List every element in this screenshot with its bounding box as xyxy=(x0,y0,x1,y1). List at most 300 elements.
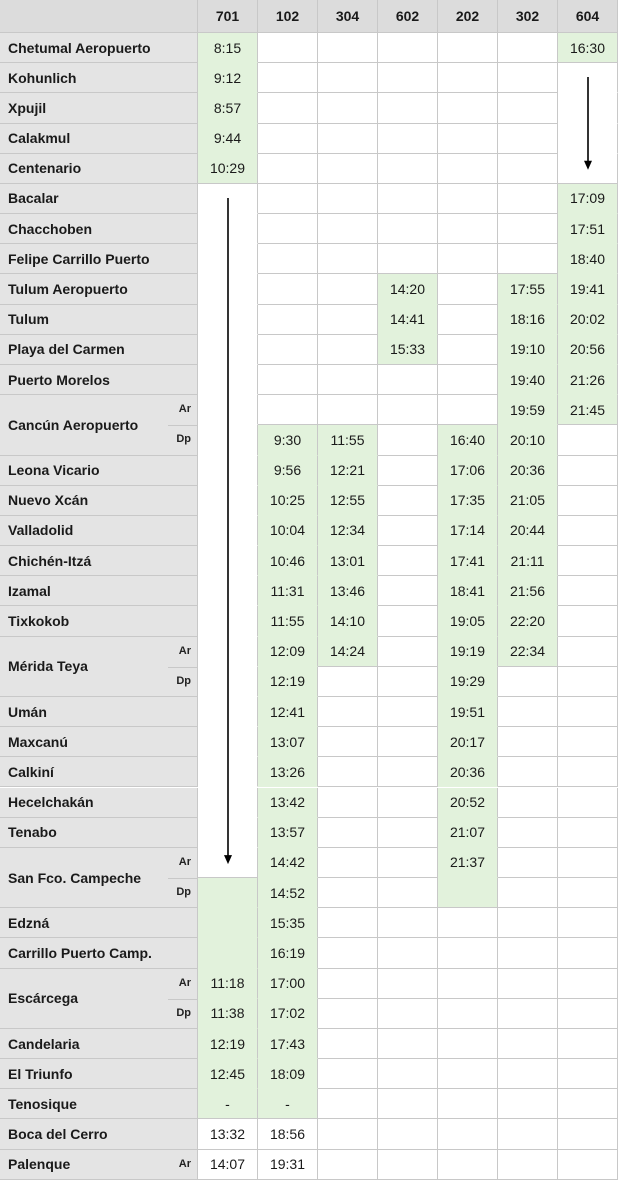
time-cell xyxy=(498,1150,558,1180)
time-cell: 19:51 xyxy=(438,697,498,727)
time-cell xyxy=(438,244,498,274)
time-cell xyxy=(558,818,618,848)
time-cell xyxy=(378,516,438,546)
time-cell xyxy=(498,93,558,123)
time-cell xyxy=(438,1059,498,1089)
time-cell xyxy=(378,938,438,968)
time-cell xyxy=(558,908,618,938)
time-cell xyxy=(318,305,378,335)
time-cell xyxy=(378,395,438,425)
time-cell: 18:16 xyxy=(498,305,558,335)
time-cell xyxy=(558,697,618,727)
time-cell: 16:30 xyxy=(558,33,618,63)
time-cell: 15:33 xyxy=(378,335,438,365)
time-cell xyxy=(198,938,258,968)
time-cell: 20:44 xyxy=(498,516,558,546)
time-cell xyxy=(378,456,438,486)
time-cell xyxy=(438,63,498,93)
time-cell: 19:59 xyxy=(498,395,558,425)
row-divider xyxy=(168,999,198,1000)
time-cell xyxy=(498,999,558,1029)
time-cell: 13:32 xyxy=(198,1119,258,1149)
station-name-label: Nuevo Xcán xyxy=(8,492,89,509)
time-cell xyxy=(558,456,618,486)
time-cell: 12:21 xyxy=(318,456,378,486)
time-cell xyxy=(558,878,618,908)
time-cell xyxy=(498,1059,558,1089)
time-cell xyxy=(378,63,438,93)
station-name-label: Leona Vicario xyxy=(8,462,100,479)
station-name xyxy=(0,124,198,154)
time-cell: 22:34 xyxy=(498,637,558,667)
time-cell: 17:06 xyxy=(438,456,498,486)
time-cell xyxy=(378,546,438,576)
time-cell xyxy=(318,878,378,908)
station-name-label: Puerto Morelos xyxy=(8,371,110,388)
time-cell xyxy=(378,1119,438,1149)
train-column-header: 304 xyxy=(318,0,378,33)
time-cell: 18:56 xyxy=(258,1119,318,1149)
time-cell: 20:36 xyxy=(498,456,558,486)
time-cell xyxy=(318,788,378,818)
time-cell xyxy=(558,667,618,697)
station-name xyxy=(0,1150,198,1180)
time-cell xyxy=(498,124,558,154)
time-cell: 21:45 xyxy=(558,395,618,425)
time-cell: 11:55 xyxy=(318,425,378,455)
time-cell xyxy=(258,305,318,335)
time-cell: 17:14 xyxy=(438,516,498,546)
time-cell: 13:26 xyxy=(258,757,318,787)
time-cell: 10:04 xyxy=(258,516,318,546)
time-cell: 11:38 xyxy=(198,999,258,1029)
time-cell xyxy=(378,788,438,818)
station-name-label: Boca del Cerro xyxy=(8,1126,108,1143)
train-column-header: 202 xyxy=(438,0,498,33)
time-cell xyxy=(498,727,558,757)
time-cell xyxy=(318,1119,378,1149)
time-cell xyxy=(258,335,318,365)
time-cell: 19:31 xyxy=(258,1150,318,1180)
time-cell xyxy=(318,1089,378,1119)
time-cell xyxy=(318,184,378,214)
time-cell xyxy=(318,938,378,968)
time-cell xyxy=(378,818,438,848)
time-cell: 16:19 xyxy=(258,938,318,968)
station-name-label: Playa del Carmen xyxy=(8,341,125,358)
time-cell xyxy=(318,365,378,395)
time-cell xyxy=(498,848,558,878)
time-cell: 9:56 xyxy=(258,456,318,486)
time-cell: 22:20 xyxy=(498,606,558,636)
time-cell: 20:52 xyxy=(438,788,498,818)
time-cell xyxy=(558,637,618,667)
time-cell: 17:55 xyxy=(498,274,558,304)
time-cell: 20:17 xyxy=(438,727,498,757)
time-cell xyxy=(378,576,438,606)
time-cell xyxy=(558,938,618,968)
time-cell xyxy=(438,335,498,365)
time-cell xyxy=(498,33,558,63)
time-cell: 17:43 xyxy=(258,1029,318,1059)
time-cell xyxy=(318,1059,378,1089)
time-cell: 18:40 xyxy=(558,244,618,274)
time-cell xyxy=(438,1029,498,1059)
station-name xyxy=(0,727,198,757)
time-cell: - xyxy=(198,1089,258,1119)
station-name-label: Tenosique xyxy=(8,1095,77,1112)
time-cell xyxy=(258,244,318,274)
time-cell xyxy=(318,727,378,757)
station-name xyxy=(0,1119,198,1149)
station-name-label: Calkiní xyxy=(8,763,54,780)
time-cell xyxy=(318,969,378,999)
time-cell: 20:56 xyxy=(558,335,618,365)
time-cell xyxy=(258,154,318,184)
time-cell xyxy=(438,878,498,908)
station-name-label: Chetumal Aeropuerto xyxy=(8,39,151,56)
row-divider xyxy=(168,667,198,668)
time-cell xyxy=(378,1150,438,1180)
time-cell xyxy=(438,154,498,184)
time-cell xyxy=(498,184,558,214)
row-divider xyxy=(168,425,198,426)
time-cell xyxy=(378,606,438,636)
time-cell: 9:12 xyxy=(198,63,258,93)
station-name-label: Izamal xyxy=(8,582,51,599)
time-cell: 21:37 xyxy=(438,848,498,878)
time-cell xyxy=(378,1029,438,1059)
time-cell: 9:30 xyxy=(258,425,318,455)
station-name xyxy=(0,757,198,787)
time-cell xyxy=(198,878,258,908)
time-cell xyxy=(258,274,318,304)
time-cell xyxy=(378,244,438,274)
station-name xyxy=(0,1089,198,1119)
time-cell xyxy=(438,1119,498,1149)
time-cell: 14:52 xyxy=(258,878,318,908)
time-cell xyxy=(498,667,558,697)
time-cell: 9:44 xyxy=(198,124,258,154)
station-name-label: Candelaria xyxy=(8,1035,80,1052)
time-cell xyxy=(378,365,438,395)
station-name xyxy=(0,637,198,697)
time-cell xyxy=(438,93,498,123)
time-cell xyxy=(318,335,378,365)
time-cell xyxy=(438,124,498,154)
time-cell xyxy=(558,999,618,1029)
station-name xyxy=(0,214,198,244)
station-name xyxy=(0,274,198,304)
time-cell xyxy=(198,908,258,938)
time-cell: 21:56 xyxy=(498,576,558,606)
time-cell: 17:51 xyxy=(558,214,618,244)
station-name xyxy=(0,697,198,727)
time-cell: 20:10 xyxy=(498,425,558,455)
time-cell: 13:07 xyxy=(258,727,318,757)
station-name-label: Carrillo Puerto Camp. xyxy=(8,944,152,961)
time-cell xyxy=(378,93,438,123)
station-name-label: Chichén-Itzá xyxy=(8,552,92,569)
time-cell: 14:10 xyxy=(318,606,378,636)
time-cell xyxy=(378,486,438,516)
time-cell xyxy=(378,999,438,1029)
time-cell: 18:09 xyxy=(258,1059,318,1089)
time-cell xyxy=(258,214,318,244)
time-cell: 11:31 xyxy=(258,576,318,606)
departure-tag: Dp xyxy=(176,886,191,899)
time-cell: 13:46 xyxy=(318,576,378,606)
time-cell xyxy=(318,697,378,727)
row-divider xyxy=(168,878,198,879)
time-cell xyxy=(438,33,498,63)
station-name xyxy=(0,154,198,184)
station-name-label: Cancún Aeropuerto xyxy=(8,416,139,433)
time-cell: 12:19 xyxy=(198,1029,258,1059)
time-cell xyxy=(318,274,378,304)
time-cell xyxy=(558,486,618,516)
station-name-label: Kohunlich xyxy=(8,69,77,86)
time-cell xyxy=(558,727,618,757)
time-cell xyxy=(318,818,378,848)
time-cell xyxy=(318,244,378,274)
time-cell xyxy=(258,124,318,154)
time-cell xyxy=(378,908,438,938)
station-name xyxy=(0,969,198,1029)
station-name-label: Umán xyxy=(8,703,47,720)
time-cell: 19:05 xyxy=(438,606,498,636)
time-cell xyxy=(258,184,318,214)
station-name-label: Maxcanú xyxy=(8,733,68,750)
station-name xyxy=(0,938,198,968)
station-name xyxy=(0,908,198,938)
station-name-label: Mérida Teya xyxy=(8,658,88,675)
time-cell: 13:01 xyxy=(318,546,378,576)
arrival-tag: Ar xyxy=(178,976,191,989)
time-cell: 20:02 xyxy=(558,305,618,335)
time-cell xyxy=(498,214,558,244)
time-cell xyxy=(498,788,558,818)
time-cell xyxy=(498,63,558,93)
station-name xyxy=(0,818,198,848)
time-cell xyxy=(258,93,318,123)
time-cell xyxy=(558,788,618,818)
time-cell: 13:57 xyxy=(258,818,318,848)
time-cell xyxy=(318,124,378,154)
time-cell: 11:18 xyxy=(198,969,258,999)
station-name-label: Felipe Carrillo Puerto xyxy=(8,250,150,267)
time-cell xyxy=(438,214,498,244)
time-cell: 17:35 xyxy=(438,486,498,516)
time-cell: 21:07 xyxy=(438,818,498,848)
time-cell: 12:45 xyxy=(198,1059,258,1089)
time-cell: 21:26 xyxy=(558,365,618,395)
time-cell xyxy=(498,697,558,727)
time-cell: 10:29 xyxy=(198,154,258,184)
station-name xyxy=(0,335,198,365)
station-name xyxy=(0,365,198,395)
arrival-tag: Ar xyxy=(178,855,191,868)
time-cell xyxy=(558,606,618,636)
time-cell xyxy=(558,1119,618,1149)
time-cell xyxy=(558,757,618,787)
time-cell xyxy=(498,757,558,787)
station-name xyxy=(0,184,198,214)
time-cell: 19:10 xyxy=(498,335,558,365)
time-cell: 21:05 xyxy=(498,486,558,516)
station-name xyxy=(0,576,198,606)
time-cell xyxy=(318,395,378,425)
time-cell xyxy=(318,1150,378,1180)
arrival-tag: Ar xyxy=(178,403,191,416)
time-cell xyxy=(498,1029,558,1059)
time-cell: 12:09 xyxy=(258,637,318,667)
station-name xyxy=(0,848,198,908)
time-cell xyxy=(498,878,558,908)
time-cell xyxy=(258,63,318,93)
station-name-label: Tixkokob xyxy=(8,612,70,629)
time-cell xyxy=(258,33,318,63)
station-name-label: Tenabo xyxy=(8,824,57,841)
time-cell xyxy=(558,969,618,999)
time-cell xyxy=(438,1150,498,1180)
time-cell xyxy=(438,908,498,938)
time-cell xyxy=(258,365,318,395)
station-name-label: Tulum Aeropuerto xyxy=(8,281,128,298)
station-name-label: San Fco. Campeche xyxy=(8,869,142,886)
arrival-tag: Ar xyxy=(178,1157,191,1170)
time-cell: 10:46 xyxy=(258,546,318,576)
time-cell xyxy=(378,727,438,757)
arrival-tag: Ar xyxy=(178,644,191,657)
time-cell: 17:09 xyxy=(558,184,618,214)
time-cell: 19:29 xyxy=(438,667,498,697)
time-cell: 8:57 xyxy=(198,93,258,123)
time-cell xyxy=(498,244,558,274)
time-cell xyxy=(558,1089,618,1119)
station-name xyxy=(0,546,198,576)
time-cell xyxy=(438,999,498,1029)
time-cell xyxy=(318,667,378,697)
station-name-label: Chacchoben xyxy=(8,220,93,237)
station-name xyxy=(0,606,198,636)
station-name xyxy=(0,305,198,335)
time-cell: 14:24 xyxy=(318,637,378,667)
train-column-header: 102 xyxy=(258,0,318,33)
time-cell: 11:55 xyxy=(258,606,318,636)
station-name-label: Tulum xyxy=(8,311,49,328)
departure-tag: Dp xyxy=(176,1006,191,1019)
time-cell xyxy=(558,848,618,878)
departure-tag: Dp xyxy=(176,674,191,687)
time-cell xyxy=(378,878,438,908)
time-cell xyxy=(558,516,618,546)
time-cell: 14:20 xyxy=(378,274,438,304)
time-cell xyxy=(318,63,378,93)
time-cell xyxy=(438,184,498,214)
time-cell xyxy=(438,938,498,968)
time-cell: 8:15 xyxy=(198,33,258,63)
station-name xyxy=(0,456,198,486)
station-name xyxy=(0,244,198,274)
time-cell xyxy=(258,395,318,425)
time-cell xyxy=(378,667,438,697)
time-cell xyxy=(378,425,438,455)
time-cell xyxy=(438,969,498,999)
time-cell xyxy=(318,999,378,1029)
time-cell: 14:42 xyxy=(258,848,318,878)
train-column-header: 602 xyxy=(378,0,438,33)
station-name xyxy=(0,1029,198,1059)
time-cell xyxy=(378,697,438,727)
time-cell: 10:25 xyxy=(258,486,318,516)
station-name-label: El Triunfo xyxy=(8,1065,73,1082)
time-cell xyxy=(558,576,618,606)
time-cell: 19:19 xyxy=(438,637,498,667)
time-cell xyxy=(378,184,438,214)
train-column-header: 701 xyxy=(198,0,258,33)
station-name xyxy=(0,486,198,516)
header-corner xyxy=(0,0,198,33)
time-cell xyxy=(498,818,558,848)
time-cell xyxy=(318,908,378,938)
time-cell: 19:41 xyxy=(558,274,618,304)
time-cell xyxy=(558,1150,618,1180)
time-cell: - xyxy=(258,1089,318,1119)
time-cell xyxy=(318,154,378,184)
station-name xyxy=(0,93,198,123)
arrow-down-icon xyxy=(580,77,596,172)
time-cell xyxy=(318,757,378,787)
time-cell xyxy=(378,848,438,878)
time-cell xyxy=(558,546,618,576)
time-cell xyxy=(378,637,438,667)
time-cell xyxy=(558,425,618,455)
time-cell xyxy=(378,124,438,154)
time-cell xyxy=(498,1119,558,1149)
time-cell xyxy=(438,305,498,335)
time-cell: 17:00 xyxy=(258,969,318,999)
time-cell: 14:41 xyxy=(378,305,438,335)
time-cell xyxy=(378,214,438,244)
time-cell: 17:41 xyxy=(438,546,498,576)
train-column-header: 302 xyxy=(498,0,558,33)
station-name-label: Centenario xyxy=(8,160,82,177)
time-cell xyxy=(558,1029,618,1059)
station-name-label: Xpujil xyxy=(8,99,47,116)
time-cell xyxy=(498,938,558,968)
station-name-label: Edzná xyxy=(8,914,50,931)
station-name-label: Escárcega xyxy=(8,990,79,1007)
time-cell: 15:35 xyxy=(258,908,318,938)
station-name-label: Hecelchakán xyxy=(8,794,94,811)
time-cell: 21:11 xyxy=(498,546,558,576)
time-cell xyxy=(438,365,498,395)
time-cell xyxy=(378,1089,438,1119)
arrow-down-icon xyxy=(220,198,236,866)
station-name xyxy=(0,1059,198,1089)
station-name-label: Palenque xyxy=(8,1156,71,1173)
station-name-label: Valladolid xyxy=(8,522,74,539)
station-name-label: Calakmul xyxy=(8,130,71,147)
time-cell: 16:40 xyxy=(438,425,498,455)
time-cell xyxy=(438,274,498,304)
train-column-header: 604 xyxy=(558,0,618,33)
time-cell xyxy=(378,154,438,184)
station-name xyxy=(0,788,198,818)
time-cell xyxy=(498,1089,558,1119)
time-cell: 12:34 xyxy=(318,516,378,546)
